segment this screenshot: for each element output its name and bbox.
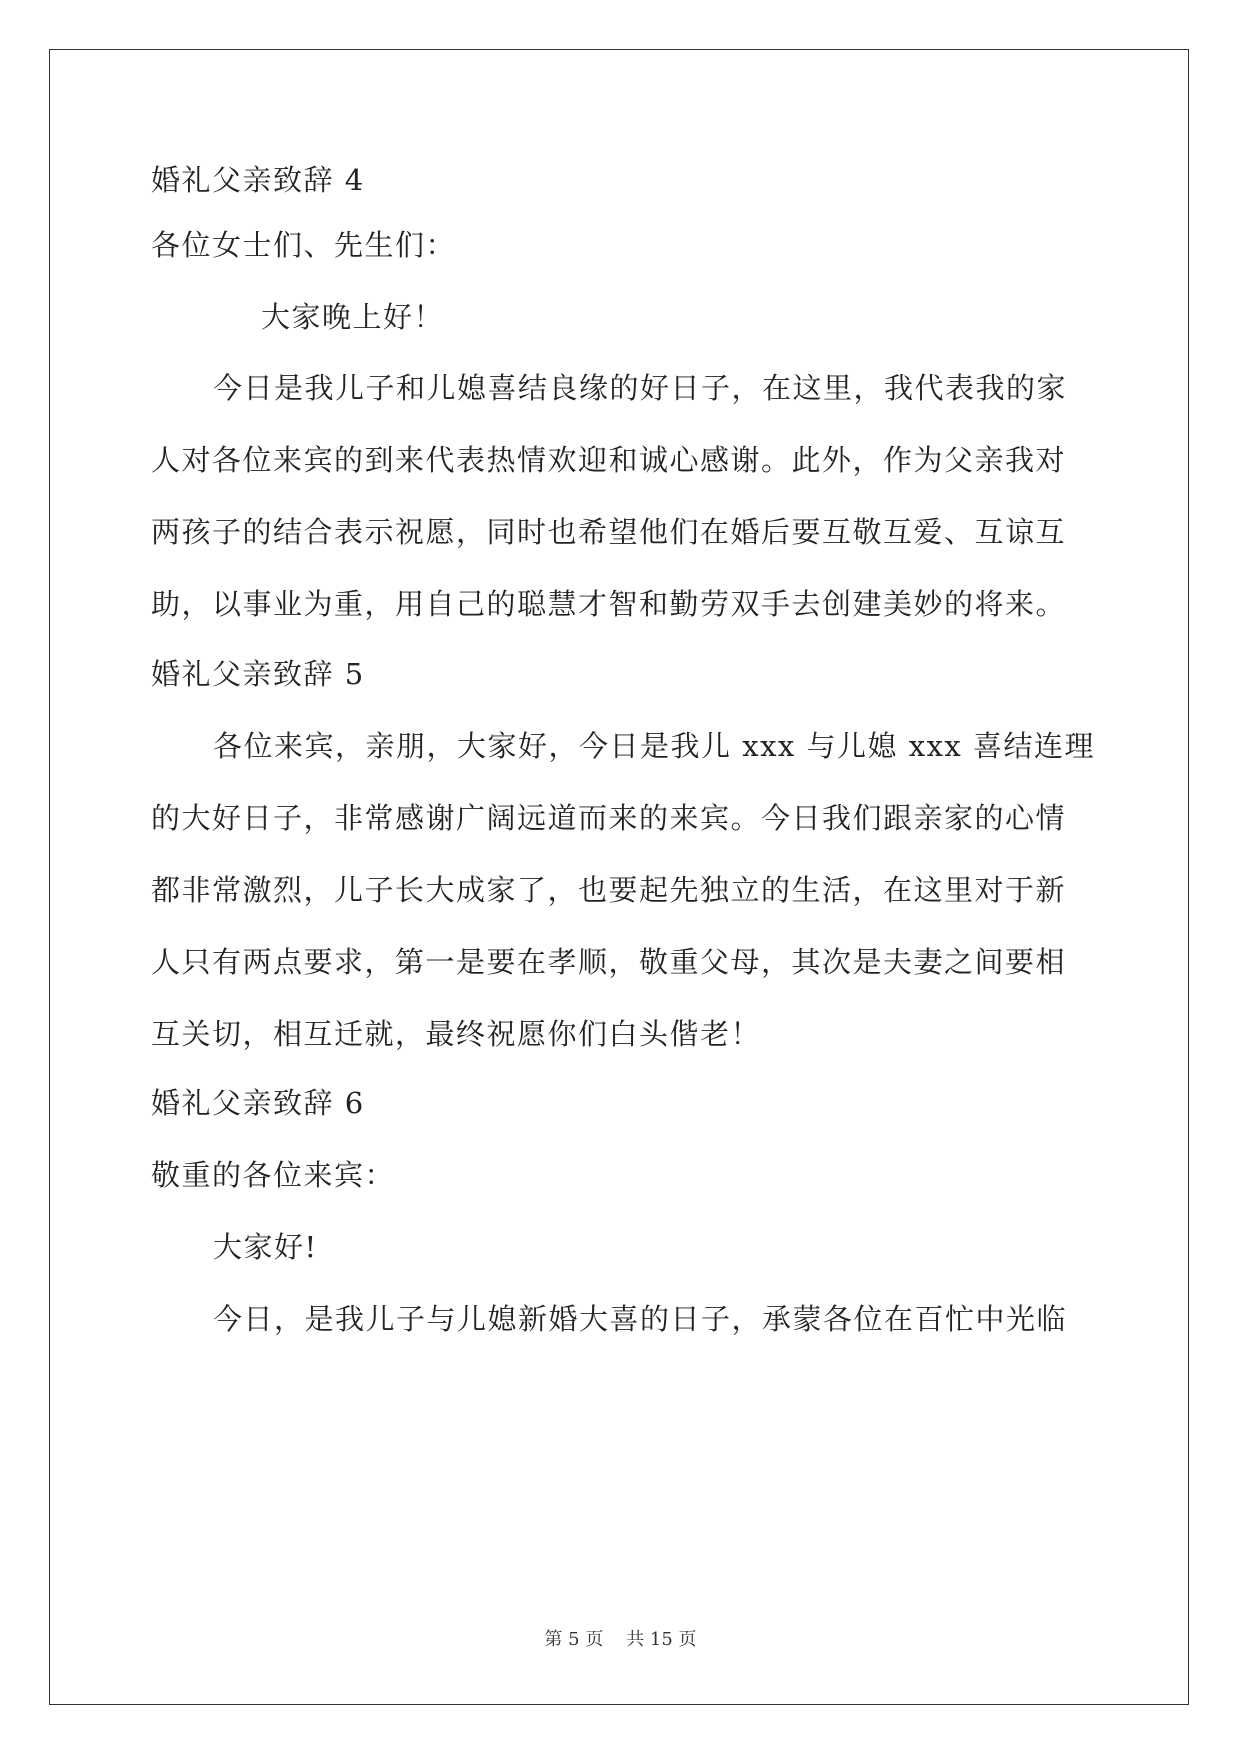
section-heading-6: 婚礼父亲致辞 6: [151, 1086, 365, 1120]
section-heading-4: 婚礼父亲致辞 4: [151, 163, 365, 197]
section-heading-5: 婚礼父亲致辞 5: [151, 657, 365, 691]
page-number: 第 5 页 共 15 页: [544, 1629, 697, 1650]
paragraph-line: 都非常激烈，儿子长大成家了，也要起先独立的生活，在这里对于新: [151, 873, 1067, 907]
paragraph-line: 两孩子的结合表示祝愿，同时也希望他们在婚后要互敬互爱、互谅互: [151, 515, 1067, 549]
greeting: 大家晚上好！: [261, 300, 445, 334]
paragraph-line: 今日，是我儿子与儿媳新婚大喜的日子，承蒙各位在百忙中光临: [213, 1302, 1068, 1336]
greeting: 大家好!: [213, 1230, 318, 1264]
paragraph-line: 互关切，相互迁就，最终祝愿你们白头偕老！: [151, 1017, 762, 1051]
paragraph-line: 人只有两点要求，第一是要在孝顺，敬重父母，其次是夫妻之间要相: [151, 945, 1067, 979]
paragraph-line: 人对各位来宾的到来代表热情欢迎和诚心感谢。此外，作为父亲我对: [151, 443, 1067, 477]
paragraph-line: 的大好日子，非常感谢广阔远道而来的来宾。今日我们跟亲家的心情: [151, 801, 1067, 835]
paragraph-line: 各位来宾，亲朋，大家好，今日是我儿 xxx 与儿媳 xxx 喜结连理: [213, 729, 1096, 763]
salutation: 敬重的各位来宾：: [151, 1158, 396, 1192]
paragraph-line: 助，以事业为重，用自己的聪慧才智和勤劳双手去创建美妙的将来。: [151, 587, 1067, 621]
salutation: 各位女士们、先生们：: [151, 228, 457, 262]
paragraph-line: 今日是我儿子和儿媳喜结良缘的好日子，在这里，我代表我的家: [213, 371, 1068, 405]
